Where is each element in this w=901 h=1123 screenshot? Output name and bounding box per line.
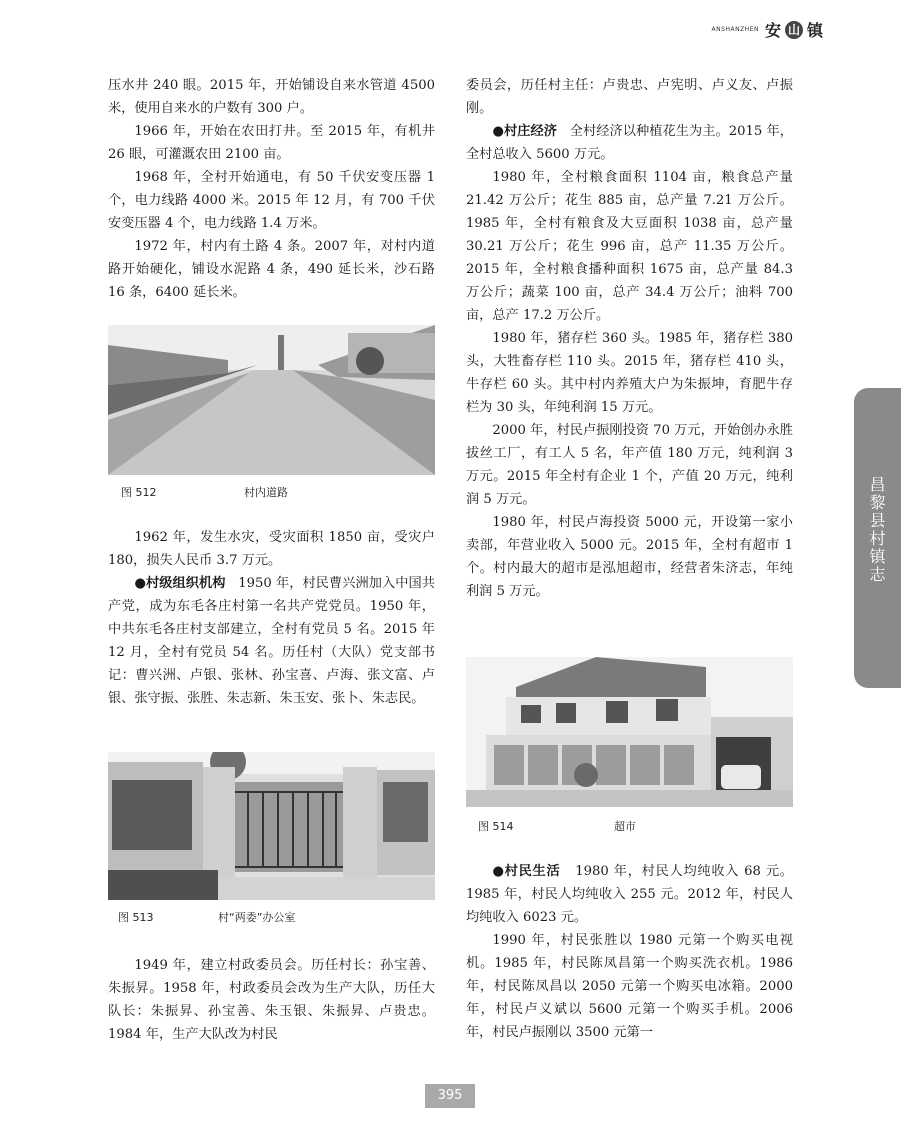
figure-513-number: 图 513 (118, 911, 154, 924)
org-section (108, 572, 435, 710)
paragraph: 1980 年，全村粮食面积 1104 亩，粮食总产量 21.42 万公斤；花生 885 亩，总产量 7.21 万公斤。1985 年，全村有粮食及大豆面积 1038 亩，总产量 30.21 万公斤；花生 996 亩，总产 11.35 万公斤。2015 年，全村粮食播种面积 1675 亩，总产量 84.3 万公斤；蔬菜 100 亩，总产 34.4 万公斤；油料 700 亩，总产 17.2 万公斤。 (466, 170, 793, 323)
side-tab (854, 388, 901, 688)
life-section-heading: ●村民生活 (492, 864, 561, 879)
header-latin: ANSHANZHEN (711, 26, 759, 33)
header-char-an: 安 (764, 21, 781, 40)
paragraph: 1980 年，猪存栏 360 头。1985 年，猪存栏 380 头，大牲畜存栏 110 头。2015 年，猪存栏 410 头，牛存栏 60 头。其中村内养殖大户为朱振坤，育肥牛存栏为 30 头，年纯利润 15 万元。 (466, 331, 793, 415)
life-section (466, 860, 793, 929)
figure-513-title: 村“两委”办公室 (218, 911, 296, 924)
figure-512-number: 图 512 (121, 486, 157, 499)
page-header (712, 18, 823, 41)
village-road-image (108, 325, 435, 475)
paragraph: 1980 年，村民卢海投资 5000 元，开设第一家小卖部，年营业收入 5000 元。2015 年，全村有超市 1 个。村内最大的超市是泓旭超市，经营者朱济志，年纯利润 5 万元。 (466, 515, 793, 599)
econ-section (466, 120, 793, 166)
paragraph: 压水井 240 眼。2015 年，开始铺设自来水管道 4500 米，使用自来水的户数有 300 户。 (108, 78, 435, 116)
office-gate-image (108, 752, 435, 900)
paragraph: 1972 年，村内有土路 4 条。2007 年，对村内道路开始硬化，铺设水泥路 4 条，490 延长米，沙石路 16 条，6400 延长米。 (108, 239, 435, 300)
paragraph: 1949 年，建立村政委员会。历任村长：孙宝善、朱振昇。1958 年，村政委员会改为生产大队，历任大队长：朱振昇、孙宝善、朱玉银、朱振昇、卢贵忠。1984 年，生产大队改为村民 (108, 958, 435, 1042)
paragraph: 1968 年，全村开始通电，有 50 千伏安变压器 1 个，电力线路 4000 米。2015 年 12 月，有 700 千伏安变压器 4 个，电力线路 1.4 万米。 (108, 170, 435, 231)
econ-section-text: 全村经济以种植花生为主。2015 年，全村总收入 5600 万元。 (466, 124, 793, 162)
paragraph: 1966 年，开始在农田打井。至 2015 年，有机井 26 眼，可灌溉农田 2100 亩。 (108, 124, 435, 162)
header-char-shan: 山 (785, 21, 803, 39)
paragraph: 1990 年，村民张胜以 1980 元第一个购买电视机。1985 年，村民陈凤昌第一个购买洗衣机。1986 年，村民陈凤昌以 2050 元第一个购买电冰箱。2000 年，村民卢义斌以 5600 元第一个购买手机。2006 年，村民卢振刚以 3500 元第一 (466, 933, 793, 1040)
right-column-bottom (466, 860, 793, 1044)
left-column-top (108, 74, 435, 304)
org-section-heading: ●村级组织机构 (134, 576, 226, 591)
page-number: 395 (425, 1084, 475, 1108)
figure-512-photo (108, 325, 435, 475)
figure-513-photo (108, 752, 435, 900)
side-tab-label: 昌黎县村镇志 (867, 476, 886, 584)
life-section-text: 1980 年，村民人均纯收入 68 元。1985 年，村民人均纯收入 255 元。2012 年，村民人均纯收入 6023 元。 (466, 864, 793, 925)
supermarket-image (466, 657, 793, 807)
figure-514-number: 图 514 (478, 820, 514, 833)
figure-514-title: 超市 (614, 820, 636, 833)
figure-514-photo (466, 657, 793, 807)
right-column-top (466, 74, 793, 603)
left-column-bottom (108, 954, 435, 1046)
econ-section-heading: ●村庄经济 (492, 124, 557, 139)
paragraph: 2000 年，村民卢振刚投资 70 万元，开始创办永胜拔丝工厂，有工人 5 名，年产值 180 万元，纯利润 3 万元。2015 年全村有企业 1 个，产值 20 万元，纯利润 5 万元。 (466, 423, 793, 507)
paragraph: 委员会，历任村主任：卢贵忠、卢宪明、卢义友、卢振刚。 (466, 78, 793, 116)
left-column-mid (108, 526, 435, 710)
paragraph: 1962 年，发生水灾，受灾面积 1850 亩，受灾户 180，损失人民币 3.7 万元。 (108, 530, 435, 568)
org-section-text: 1950 年，村民曹兴洲加入中国共产党，成为东毛各庄村第一名共产党党员。1950 年，中共东毛各庄村支部建立，全村有党员 5 名。2015 年 12 月，全村有党员 54 名。历任村（大队）党支部书记：曹兴洲、卢银、张林、孙宝喜、卢海、张文富、卢银、张守振、张胜、朱志新、朱玉安、张卜、朱志民。 (108, 576, 435, 706)
header-char-zhen: 镇 (806, 21, 823, 40)
figure-512-title: 村内道路 (244, 486, 288, 499)
